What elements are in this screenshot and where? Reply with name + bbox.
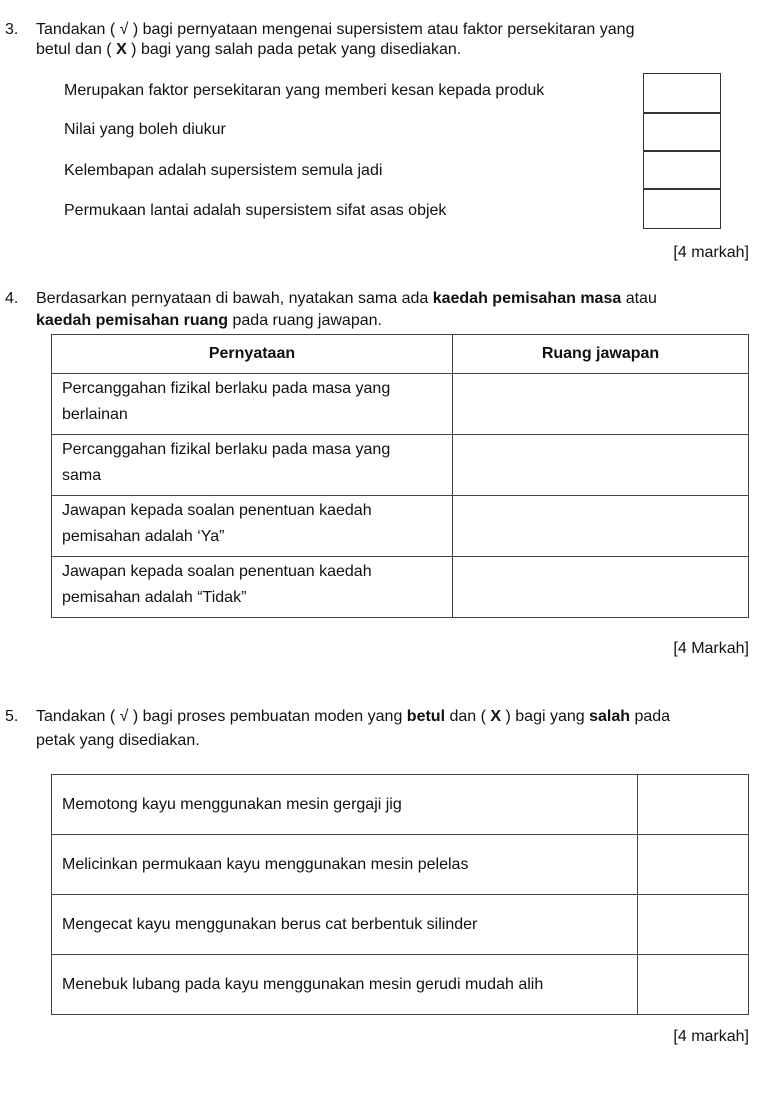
q3-intro-line-2: betul dan ( X ) bagi yang salah pada petak yang disediakan. [36,41,462,58]
q3-item-4: Permukaan lantai adalah supersistem sifat asas objek [64,202,447,219]
table-row [52,496,749,557]
process-cell: Menebuk lubang pada kayu menggunakan mesin gerudi mudah alih [52,955,638,1015]
table-row [52,374,749,435]
process-cell: Memotong kayu menggunakan mesin gergaji jig [52,775,638,835]
q5-marks: [4 markah] [673,1028,749,1045]
answer-cell[interactable] [453,374,749,435]
table-row [52,557,749,618]
q3-intro-line-1: Tandakan ( √ ) bagi pernyataan mengenai supersistem atau faktor persekitaran yang [36,21,635,38]
table-row [52,835,749,895]
answer-cell[interactable] [638,895,749,955]
q3-marks: [4 markah] [673,244,749,261]
process-cell: Melicinkan permukaan kayu menggunakan mesin pelelas [52,835,638,895]
q4-intro-line-1: Berdasarkan pernyataan di bawah, nyatakan sama ada kaedah pemisahan masa atau [36,290,657,307]
q5-table [51,774,749,1015]
q4-number: 4. [5,290,19,307]
q3-answer-box-3[interactable] [643,150,721,190]
q3-item-3: Kelembapan adalah supersistem semula jadi [64,162,383,179]
answer-cell[interactable] [638,835,749,895]
q3-answer-box-1[interactable] [643,73,721,114]
statement-cell: Percanggahan fizikal berlaku pada masa yang berlainan [52,374,453,435]
statement-cell: Jawapan kepada soalan penentuan kaedah pemisahan adalah “Tidak” [52,557,453,618]
answer-cell[interactable] [638,955,749,1015]
answer-cell[interactable] [453,496,749,557]
q5-intro-line-1: Tandakan ( √ ) bagi proses pembuatan moden yang betul dan ( X ) bagi yang salah pada [36,708,671,725]
process-cell: Mengecat kayu menggunakan berus cat berbentuk silinder [52,895,638,955]
statement-cell: Jawapan kepada soalan penentuan kaedah pemisahan adalah ‘Ya” [52,496,453,557]
q3-answer-box-2[interactable] [643,112,721,152]
q5-number: 5. [5,708,19,725]
answer-cell[interactable] [453,557,749,618]
answer-cell[interactable] [638,775,749,835]
q3-item-1: Merupakan faktor persekitaran yang memberi kesan kepada produk [64,82,545,99]
table-row [52,775,749,835]
q5-intro-line-2: petak yang disediakan. [36,732,200,749]
q4-table [51,334,749,618]
q3-number: 3. [5,21,19,38]
table-row [52,895,749,955]
answer-cell[interactable] [453,435,749,496]
header-ruang-jawapan: Ruang jawapan [453,335,749,374]
q4-marks: [4 Markah] [673,640,749,657]
q4-intro-line-2: kaedah pemisahan ruang pada ruang jawapan. [36,312,382,329]
table-header-row [52,335,749,374]
q3-item-2: Nilai yang boleh diukur [64,121,226,138]
q3-answer-box-4[interactable] [643,188,721,229]
statement-cell: Percanggahan fizikal berlaku pada masa yang sama [52,435,453,496]
table-row [52,435,749,496]
header-pernyataan: Pernyataan [52,335,453,374]
table-row [52,955,749,1015]
